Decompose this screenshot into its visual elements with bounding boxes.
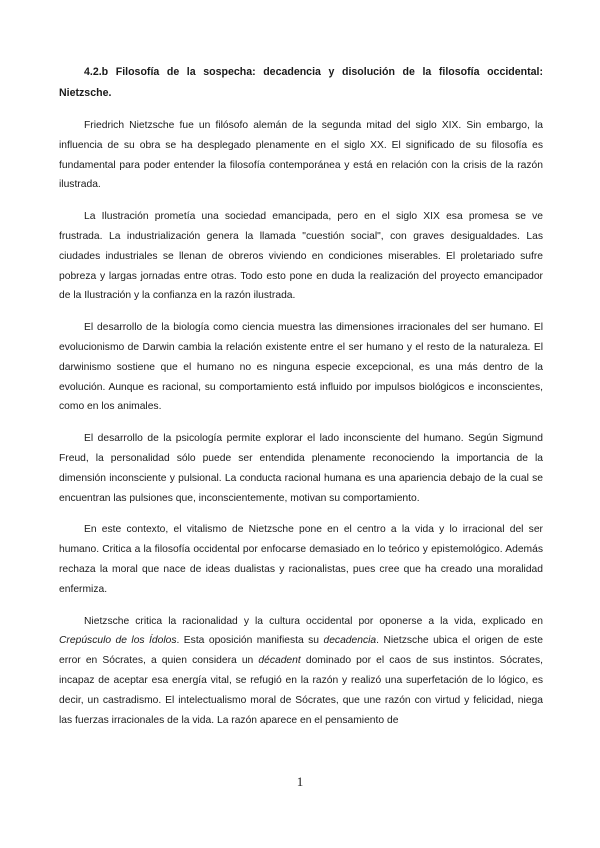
paragraph-nietzsche-intro: Friedrich Nietzsche fue un filósofo alemán de la segunda mitad del siglo XIX. Sin embargo, la influencia de su obra se ha desplegado plenamente en el siglo XX. El significado de su filosofía es fundamental para poder entender la filosofía contemporánea y está en relación con la crisis de la razón ilustrada. bbox=[59, 120, 543, 191]
paragraph-psicologia: El desarrollo de la psicología permite explorar el lado inconsciente del humano. Según Sigmund Freud, la personalidad sólo puede ser entendida plenamente reconociendo la importancia de la dimensión inconsciente y pulsional. La conducta racional humana es una apariencia debajo de la cual se encuentran las pulsiones que, inconscientemente, motivan su comportamiento. bbox=[59, 433, 543, 504]
paragraph-vitalismo: En este contexto, el vitalismo de Nietzsche pone en el centro a la vida y lo irracional del ser humano. Critica a la filosofía occidental por enfocarse demasiado en lo teórico y epistemológico. Además rechaza la moral que nace de ideas dualistas y racionalistas, pues cree que ha creado una moralidad enfermiza. bbox=[59, 524, 543, 595]
paragraph-biologia: El desarrollo de la biología como ciencia muestra las dimensiones irracionales del ser humano. El evolucionismo de Darwin cambia la relación existente entre el ser humano y el resto de la naturaleza. El darwinismo sostiene que el humano no es ninguna especie excepcional, es una más dentro de la evolución. Aunque es racional, su comportamiento está influido por impulsos biológicos e inconscientes, como en los animales. bbox=[59, 322, 543, 413]
text-segment: dominado por el caos de sus instintos. Sócrates, incapaz de aceptar esa energía vital, se refugió en la razón y realizó una superfetación de lo lógico, es decir, un castradismo. El intelectualismo moral de Sócrates, que une razón con virtud y felicidad, niega las fuerzas irracionales de la vida. La razón aparece en el pensamiento de bbox=[59, 655, 543, 726]
decadencia-emphasis: decadencia bbox=[323, 635, 377, 647]
page-content bbox=[59, 62, 543, 730]
book-title-emphasis: Crepúsculo de los Ídolos bbox=[59, 635, 177, 647]
text-segment: . Esta oposición manifiesta su bbox=[176, 635, 324, 647]
paragraph-ilustracion: La Ilustración prometía una sociedad emancipada, pero en el siglo XIX esa promesa se ve frustrada. La industrialización genera la llamada "cuestión social", con graves desigualdades. Las ciudades industriales se llenan de obreros viviendo en condiciones miserables. El proletariado sufre pobreza y largas jornadas entre otras. Todo esto pone en duda la realización del proyecto emancipador de la Ilustración y la confianza en la razón ilustrada. bbox=[59, 211, 543, 302]
section-title: 4.2.b Filosofía de la sospecha: decadencia y disolución de la filosofía occidental: Nietzsche. bbox=[59, 66, 543, 99]
page-number: 1 bbox=[296, 774, 304, 789]
decadent-emphasis: décadent bbox=[258, 655, 301, 667]
text-segment: . Nietzsche ubica el origen de este error en Sócrates, a quien considera un bbox=[59, 635, 544, 667]
text-segment: Nietzsche critica la racionalidad y la cultura occidental por oponerse a la vida, explicado en bbox=[84, 615, 543, 627]
paragraph-critica-racionalidad bbox=[59, 612, 543, 731]
